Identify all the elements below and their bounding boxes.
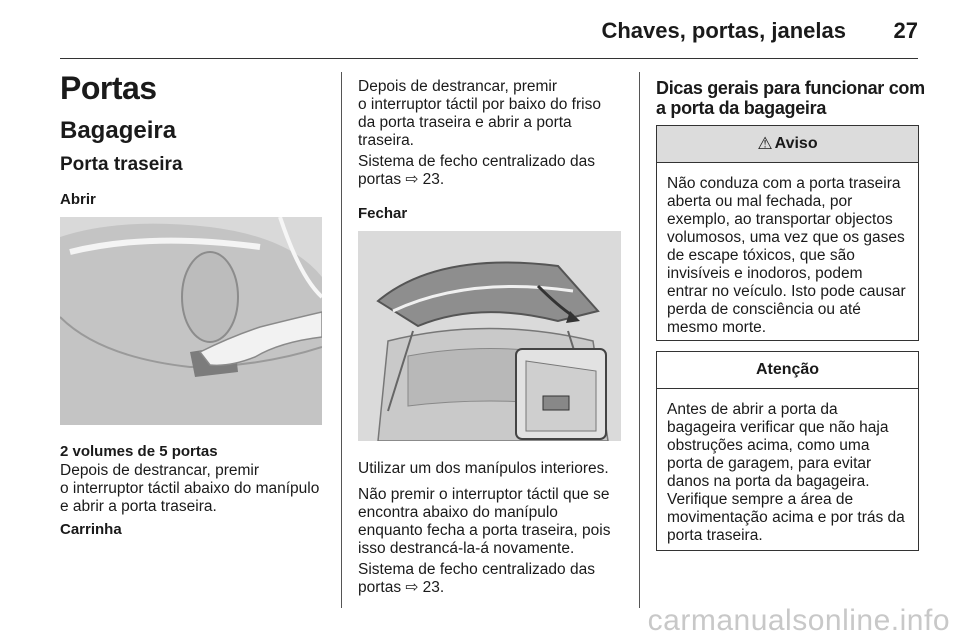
- text-line: Sistema de fecho centralizado das: [358, 561, 595, 578]
- text-line: Utilizar um dos manípulos interiores.: [358, 460, 609, 477]
- page-number: 27: [893, 18, 918, 43]
- chapter-title: Chaves, portas, janelas: [601, 18, 846, 43]
- text-line: obstruções acima, como uma: [667, 437, 870, 454]
- text-line: Antes de abrir a porta da: [667, 401, 838, 418]
- cross-reference[interactable]: portas ⇨ 23.: [358, 579, 445, 596]
- text-line: volumosos, uma vez que os gases: [667, 229, 905, 246]
- text-line: movimentação acima e por trás da: [667, 509, 905, 526]
- figure-close-tailgate: [358, 231, 621, 441]
- page-header: [60, 0, 918, 59]
- text-line: Não conduza com a porta traseira: [667, 175, 901, 192]
- paragraph: [358, 153, 628, 189]
- warning-icon: ⚠: [757, 134, 773, 153]
- five-door-heading: 2 volumes de 5 portas: [60, 443, 218, 460]
- tailgate-interior-illustration: [358, 231, 621, 441]
- text-line: e abrir a porta traseira.: [60, 498, 217, 515]
- text-line: porta de garagem, para evitar: [667, 455, 872, 472]
- text-line: porta traseira.: [667, 527, 763, 544]
- cross-reference[interactable]: portas ⇨ 23.: [358, 171, 445, 188]
- text-line: isso destrancá-la-á novamente.: [358, 540, 575, 557]
- figure-open-tailgate: [60, 217, 322, 425]
- text-line: enquanto fecha a porta traseira, pois: [358, 522, 611, 539]
- text-line: Sistema de fecho centralizado das: [358, 153, 595, 170]
- open-heading: Abrir: [60, 191, 96, 208]
- topic-title: Porta traseira: [60, 154, 183, 175]
- watermark: carmanualsonline.info: [647, 604, 950, 637]
- text-line: Depois de destrancar, premir: [60, 462, 260, 479]
- text-line: Não premir o interruptor táctil que se: [358, 486, 610, 503]
- warning-box: [656, 125, 919, 341]
- subsection-title: Bagageira: [60, 117, 177, 144]
- text-line: danos na porta da bagageira.: [667, 473, 870, 490]
- text-line: da porta traseira e abrir a porta: [358, 114, 572, 131]
- paragraph: [358, 78, 628, 150]
- paragraph: [358, 561, 628, 597]
- text-line: de escape tóxicos, que são: [667, 247, 855, 264]
- column-divider-2: [639, 72, 640, 608]
- text-line: Verifique sempre a área de: [667, 491, 854, 508]
- caution-body: [657, 389, 918, 555]
- warning-body: [657, 163, 918, 347]
- text-line: Depois de destrancar, premir: [358, 78, 558, 95]
- caution-header: Atenção: [657, 352, 918, 389]
- paragraph: [358, 460, 628, 478]
- van-heading: Carrinha: [60, 521, 122, 538]
- text-line: encontra abaixo do manípulo: [358, 504, 558, 521]
- warning-header: [657, 126, 918, 163]
- text-line: o interruptor táctil por baixo do friso: [358, 96, 601, 113]
- text-line: o interruptor táctil abaixo do manípulo: [60, 480, 320, 497]
- text-line: traseira.: [358, 132, 414, 149]
- text-line: entrar no veículo. Isto pode causar: [667, 283, 906, 300]
- text-line: aberta ou mal fechada, por: [667, 193, 853, 210]
- text-line: mesmo morte.: [667, 319, 767, 336]
- column-divider-1: [341, 72, 342, 608]
- tips-heading: [656, 78, 925, 118]
- text-line: exemplo, ao transportar objectos: [667, 211, 893, 228]
- paragraph: [60, 462, 330, 516]
- text-line: bagageira verificar que não haja: [667, 419, 889, 436]
- heading-line: a porta da bagageira: [656, 98, 827, 118]
- heading-line: Dicas gerais para funcionar com: [656, 78, 925, 98]
- close-heading: Fechar: [358, 205, 408, 222]
- section-title: Portas: [60, 70, 157, 106]
- tailgate-handle-illustration: [60, 217, 322, 425]
- warning-title: Aviso: [774, 135, 818, 152]
- text-line: perda de consciência ou até: [667, 301, 861, 318]
- paragraph: [358, 486, 628, 558]
- text-line: invisíveis e inodoros, podem: [667, 265, 863, 282]
- caution-box: [656, 351, 919, 551]
